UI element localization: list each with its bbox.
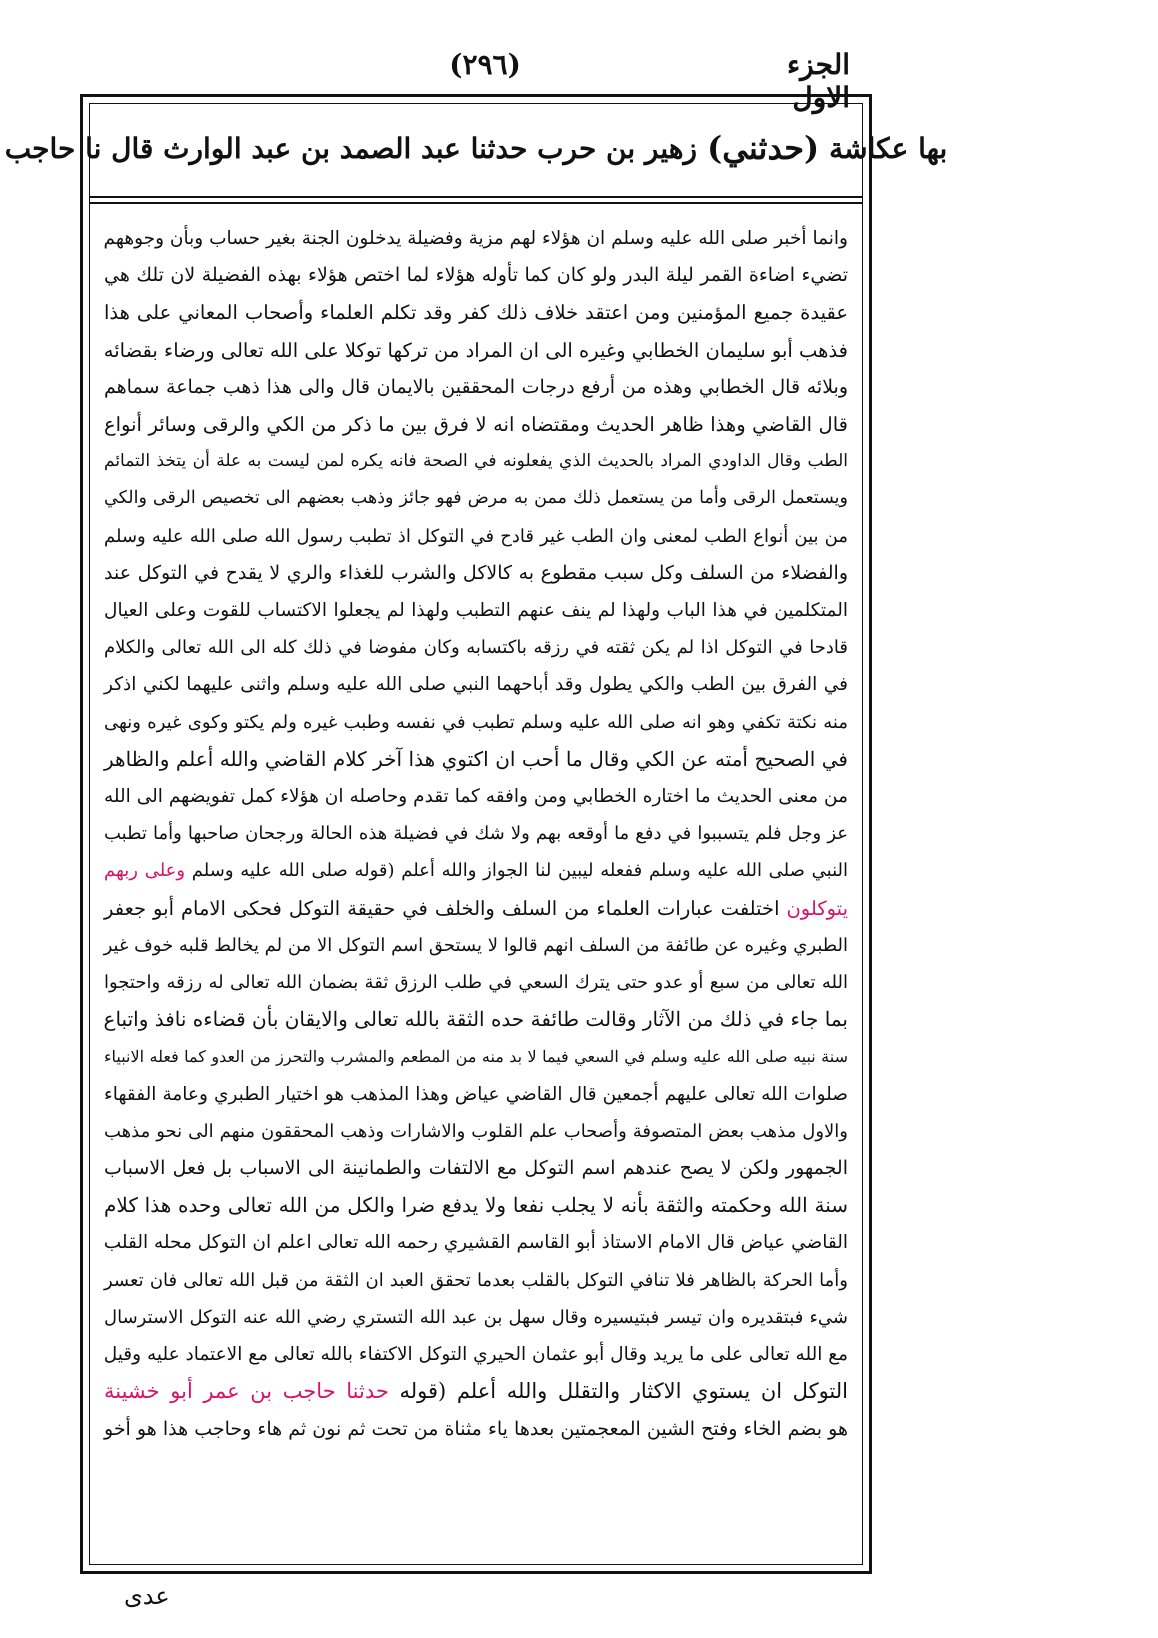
line-text: المتكلمين في هذا الباب ولهذا لم ينف عنهم التطبب ولهذا لم يجعلوا الاكتساب للقوت وعلى العيال — [104, 600, 848, 622]
text-line — [104, 443, 848, 480]
highlighted-text: وعلى ربهم — [104, 860, 192, 882]
heading-right-text: بها عكاشة — [829, 131, 948, 165]
page-frame-inner — [4, 103, 948, 1565]
text-line — [104, 927, 848, 964]
text-line — [104, 1076, 848, 1113]
text-line — [104, 741, 848, 778]
line-text: في الفرق بين الطب والكي يطول وقد أباحهما النبي صلى الله عليه وسلم واثنى عليهما لكني اذكر — [104, 674, 848, 696]
text-line — [104, 1038, 848, 1075]
line-text: سنة الله وحكمته والثقة بأنه لا يجلب نفعا ولا يدفع ضرا والكل من الله تعالى وحده هذا كلام — [104, 1193, 848, 1218]
text-line — [104, 1001, 848, 1038]
line-text: الطبري وغيره عن طائفة من السلف انهم قالوا لا يستحق اسم التوكل الا من لم يخالط قلبه خوف غير — [103, 934, 848, 956]
highlighted-text: حدثنا حاجب بن عمر أبو خشينة — [104, 1379, 400, 1404]
text-line — [104, 1262, 848, 1299]
text-line — [104, 1150, 848, 1187]
text-line — [104, 1373, 848, 1410]
text-line — [104, 815, 848, 852]
line-text: النبي صلى الله عليه وسلم ففعله ليبين لنا الجواز والله أعلم (قوله صلى الله عليه وسلم — [191, 860, 848, 882]
line-text: تضيء اضاءة القمر ليلة البدر ولو كان كما تأوله هؤلاء لما اختص هؤلاء بهذه الفضيلة لان تلك هي — [104, 264, 848, 287]
line-text: الجمهور ولكن لا يصح عندهم اسم التوكل مع الالتفات والطمانينة الى الاسباب بل فعل الاسباب — [104, 1157, 848, 1180]
line-text: في الصحيح أمته عن الكي وقال ما أحب ان اكتوي هذا آخر كلام القاضي والله أعلم والظاهر — [104, 746, 848, 771]
text-line — [104, 1411, 848, 1448]
text-line — [104, 592, 848, 629]
line-text: من معنى الحديث ما اختاره الخطابي ومن وافقه كما تقدم وحاصله ان هؤلاء كمل تفويضهم الى الله — [104, 786, 848, 808]
text-line — [104, 1224, 848, 1261]
line-text: ويستعمل الرقى وأما من يستعمل ذلك ممن به مرض فهو جائز وذهب بعضهم الى تخصيص الرقى والكي — [104, 488, 848, 509]
text-line — [104, 257, 848, 294]
line-text: بما جاء في ذلك من الآثار وقالت طائفة حده الثقة بالله تعالى والايقان بأن قضاءه نافذ واتباع — [103, 1007, 848, 1032]
text-line — [104, 1299, 848, 1336]
text-line — [104, 406, 848, 443]
text-line — [104, 666, 848, 703]
text-line — [104, 294, 848, 331]
line-text: فذهب أبو سليمان الخطابي وغيره الى ان المراد من تركها توكلا على الله تعالى ورضاء بقضائه — [103, 338, 848, 362]
highlighted-text: يتوكلون — [779, 896, 848, 920]
line-text: شيء فبتقديره وان تيسر فبتيسيره وقال سهل بن عبد الله التستري رضي الله عنه التوكل الاسترسال — [104, 1306, 848, 1328]
line-text: والفضلاء من السلف وكل سبب مقطوع به كالاكل والشرب للغذاء والري لا يقدح في التوكل عند — [104, 561, 848, 584]
heading-divider — [90, 196, 862, 198]
text-line — [104, 220, 848, 257]
line-text: قادحا في التوكل اذا لم يكن ثقته في رزقه باكتسابه وكان مفوضا في ذلك كله الى الله تعالى والكلام — [104, 637, 848, 659]
line-text: والاول مذهب بعض المتصوفة وأصحاب علم القلوب والاشارات وذهب المحققون منهم الى نحو مذهب — [104, 1120, 848, 1142]
text-line — [104, 369, 848, 406]
text-line — [104, 1113, 848, 1150]
line-text: صلوات الله تعالى عليهم أجمعين قال القاضي عياض وهذا المذهب هو اختيار الطبري وعامة الفقهاء — [104, 1083, 848, 1105]
text-line — [104, 1187, 848, 1224]
text-line — [104, 518, 848, 555]
heading-divider-double — [90, 202, 862, 204]
line-text: عقيدة جميع المؤمنين ومن اعتقد خلاف ذلك كفر وقد تكلم العلماء وأصحاب المعاني على هذا — [104, 301, 848, 325]
text-line — [104, 555, 848, 592]
heading-left-text: زهير بن حرب حدثنا عبد الصمد بن عبد الوارث قال نا حاجب — [4, 131, 698, 165]
text-line — [104, 1336, 848, 1373]
line-text: مع الله تعالى على ما يريد وقال أبو عثمان الحيري التوكل الاكتفاء بالله تعالى مع الاعتماد عليه وقيل — [103, 1344, 848, 1366]
line-text: وبلائه قال الخطابي وهذه من أرفع درجات المحققين بالايمان قال والى هذا ذهب جماعة سماهم — [104, 375, 848, 398]
line-text: منه نكتة تكفي وهو انه صلى الله عليه وسلم تطبب في نفسه وطبب غيره ولم يكتو وكوى غيره ونهى — [104, 711, 848, 733]
line-text: وانما أخبر صلى الله عليه وسلم ان هؤلاء لهم مزية وفضيلة يدخلون الجنة بغير حساب وبأن وجوههم — [103, 228, 848, 249]
page-frame — [4, 94, 948, 1574]
text-line — [104, 332, 848, 369]
text-line — [104, 629, 848, 666]
line-text: الله تعالى من سبع أو عدو حتى يترك السعي في طلب الرزق ثقة بضمان الله تعالى له رزقه واحتجوا — [104, 972, 848, 994]
juz-label: الجزء الاول — [787, 48, 850, 114]
line-text: الطب وقال الداودي المراد بالحديث الذي يفعلونه في الصحة فانه يكره لمن ليست به علة أن يتخذ التمائم — [104, 451, 848, 472]
line-text: القاضي عياض قال الامام الاستاذ أبو القاسم القشيري رحمه الله تعالى اعلم ان التوكل محله القلب — [103, 1232, 848, 1254]
footer-signature: عدى — [124, 1582, 170, 1610]
text-line — [104, 852, 848, 889]
hadith-heading-line — [4, 104, 948, 192]
line-text: عز وجل فلم يتسببوا في دفع ما أوقعه بهم ولا شك في فضيلة هذه الحالة ورجحان صاحبها وأما تطبب — [104, 823, 848, 845]
line-text: من بين أنواع الطب لمعنى وان الطب غير قادح في التوكل اذ تطبب رسول الله صلى الله عليه وسلم — [104, 525, 848, 547]
line-text: وأما الحركة بالظاهر فلا تنافي التوكل بالقلب بعدما تحقق العبد ان الثقة من قبل الله تعالى فان تعسر — [104, 1269, 848, 1291]
commentary-body — [104, 220, 848, 1448]
line-text: هو بضم الخاء وفتح الشين المعجمتين بعدها ياء مثناة من تحت ثم نون ثم هاء وحاجب هذا هو أخو — [104, 1417, 848, 1440]
page-number: (٢٩٦) — [449, 48, 521, 81]
line-text: اختلفت عبارات العلماء من السلف والخلف في حقيقة التوكل فحكى الامام أبو جعفر — [104, 896, 780, 920]
text-line — [104, 704, 848, 741]
line-text: قال القاضي وهذا ظاهر الحديث ومقتضاه انه لا فرق بين ما ذكر من الكي والرقى وسائر أنواع — [104, 413, 848, 437]
text-line — [104, 964, 848, 1001]
text-line — [104, 778, 848, 815]
text-line — [104, 480, 848, 517]
text-line — [104, 890, 848, 927]
line-text: سنة نبيه صلى الله عليه وسلم في السعي فيما لا بد منه من المطعم والمشرب والتحرز من العدو كما فعله الانبياء — [104, 1047, 848, 1067]
line-text: التوكل ان يستوي الاكثار والتقلل والله أعلم (قوله — [399, 1379, 848, 1404]
haddathani-marker: (حدثني) — [707, 129, 820, 167]
